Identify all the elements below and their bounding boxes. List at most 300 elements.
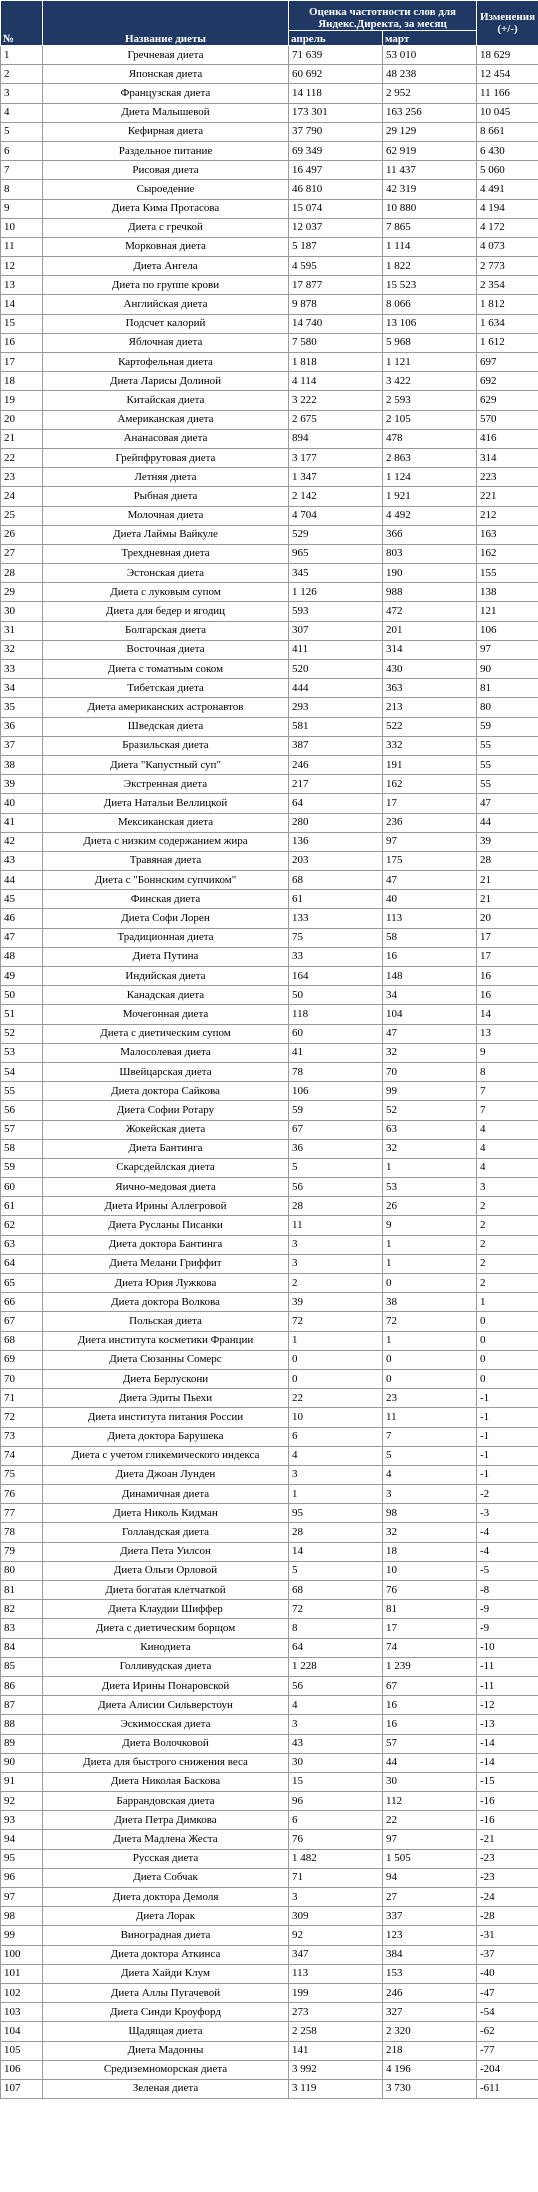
april-value: 106 — [289, 1082, 383, 1101]
row-number: 70 — [1, 1369, 43, 1388]
march-value: 17 — [383, 1619, 477, 1638]
diet-name: Болгарская диета — [43, 621, 289, 640]
change-value: 2 — [477, 1197, 538, 1216]
diet-name: Экстренная диета — [43, 775, 289, 794]
change-value: 2 — [477, 1274, 538, 1293]
change-value: 106 — [477, 621, 538, 640]
april-value: 15 074 — [289, 199, 383, 218]
march-value: 163 256 — [383, 103, 477, 122]
row-number: 76 — [1, 1485, 43, 1504]
april-value: 56 — [289, 1178, 383, 1197]
april-value: 43 — [289, 1734, 383, 1753]
row-number: 52 — [1, 1024, 43, 1043]
april-value: 14 118 — [289, 84, 383, 103]
change-value: 55 — [477, 736, 538, 755]
table-row — [1, 1772, 538, 1791]
row-number: 79 — [1, 1542, 43, 1561]
march-value: 191 — [383, 755, 477, 774]
diet-name: Средиземноморская диета — [43, 2060, 289, 2079]
table-row — [1, 1542, 538, 1561]
diet-name: Тибетская диета — [43, 679, 289, 698]
april-value: 387 — [289, 736, 383, 755]
change-value: 692 — [477, 372, 538, 391]
march-value: 27 — [383, 1888, 477, 1907]
diet-name: Рыбная диета — [43, 487, 289, 506]
table-row — [1, 1408, 538, 1427]
april-value: 203 — [289, 851, 383, 870]
change-value: 0 — [477, 1369, 538, 1388]
table-row — [1, 1139, 538, 1158]
row-number: 53 — [1, 1043, 43, 1062]
march-value: 11 437 — [383, 161, 477, 180]
april-value: 46 810 — [289, 180, 383, 199]
diet-name: Диета Ангела — [43, 257, 289, 276]
april-value: 113 — [289, 1964, 383, 1983]
table-row — [1, 1120, 538, 1139]
table-row — [1, 1734, 538, 1753]
row-number: 35 — [1, 698, 43, 717]
table-row — [1, 1101, 538, 1120]
march-value: 803 — [383, 544, 477, 563]
table-row — [1, 468, 538, 487]
table-row — [1, 755, 538, 774]
diet-name: Эскимосская диета — [43, 1715, 289, 1734]
change-value: 39 — [477, 832, 538, 851]
change-value: 4 491 — [477, 180, 538, 199]
table-row — [1, 775, 538, 794]
march-value: 1 — [383, 1331, 477, 1350]
table-row — [1, 314, 538, 333]
diet-name: Диета с диетическим борщом — [43, 1619, 289, 1638]
march-value: 1 124 — [383, 468, 477, 487]
diet-name: Шведская диета — [43, 717, 289, 736]
change-value: 4 — [477, 1158, 538, 1177]
diet-name: Диета Бантинга — [43, 1139, 289, 1158]
table-row — [1, 1485, 538, 1504]
change-value: 8 661 — [477, 122, 538, 141]
march-value: 2 105 — [383, 410, 477, 429]
diet-name: Диета Ольги Орловой — [43, 1561, 289, 1580]
table-row — [1, 391, 538, 410]
change-value: 163 — [477, 525, 538, 544]
april-value: 309 — [289, 1907, 383, 1926]
diet-name: Баррандовская диета — [43, 1792, 289, 1811]
diet-name: Диета Николая Баскова — [43, 1772, 289, 1791]
march-value: 8 066 — [383, 295, 477, 314]
table-row — [1, 199, 538, 218]
march-value: 53 010 — [383, 46, 477, 65]
april-value: 141 — [289, 2041, 383, 2060]
april-value: 68 — [289, 1581, 383, 1600]
change-value: 570 — [477, 410, 538, 429]
change-value: -77 — [477, 2041, 538, 2060]
table-row — [1, 1792, 538, 1811]
diet-name: Трехдневная диета — [43, 544, 289, 563]
april-value: 64 — [289, 794, 383, 813]
row-number: 78 — [1, 1523, 43, 1542]
header-number: № — [1, 1, 43, 46]
table-row — [1, 1964, 538, 1983]
change-value: 0 — [477, 1350, 538, 1369]
diet-name: Диета института косметики Франции — [43, 1331, 289, 1350]
diet-name: Ананасовая диета — [43, 429, 289, 448]
row-number: 9 — [1, 199, 43, 218]
march-value: 175 — [383, 851, 477, 870]
april-value: 894 — [289, 429, 383, 448]
change-value: -14 — [477, 1734, 538, 1753]
row-number: 104 — [1, 2022, 43, 2041]
march-value: 1 921 — [383, 487, 477, 506]
table-row — [1, 1465, 538, 1484]
row-number: 39 — [1, 775, 43, 794]
april-value: 6 — [289, 1427, 383, 1446]
march-value: 201 — [383, 621, 477, 640]
table-row — [1, 832, 538, 851]
april-value: 95 — [289, 1504, 383, 1523]
april-value: 8 — [289, 1619, 383, 1638]
april-value: 593 — [289, 602, 383, 621]
march-value: 337 — [383, 1907, 477, 1926]
table-row — [1, 353, 538, 372]
table-row — [1, 1753, 538, 1772]
row-number: 21 — [1, 429, 43, 448]
diet-name: Канадская диета — [43, 986, 289, 1005]
march-value: 76 — [383, 1581, 477, 1600]
march-value: 522 — [383, 717, 477, 736]
march-value: 38 — [383, 1293, 477, 1312]
april-value: 61 — [289, 890, 383, 909]
diet-name: Диета Юрия Лужкова — [43, 1274, 289, 1293]
march-value: 4 492 — [383, 506, 477, 525]
april-value: 96 — [289, 1792, 383, 1811]
row-number: 77 — [1, 1504, 43, 1523]
diet-name: Китайская диета — [43, 391, 289, 410]
april-value: 133 — [289, 909, 383, 928]
row-number: 106 — [1, 2060, 43, 2079]
april-value: 273 — [289, 2003, 383, 2022]
change-value: -3 — [477, 1504, 538, 1523]
table-row — [1, 1696, 538, 1715]
diet-name: Диета Натальи Веллицкой — [43, 794, 289, 813]
table-row — [1, 1676, 538, 1695]
table-row — [1, 65, 538, 84]
change-value: 697 — [477, 353, 538, 372]
diet-name: Диета с луковым супом — [43, 583, 289, 602]
diet-name: Бразильская диета — [43, 736, 289, 755]
change-value: -10 — [477, 1638, 538, 1657]
table-row — [1, 1274, 538, 1293]
april-value: 3 — [289, 1235, 383, 1254]
april-value: 16 497 — [289, 161, 383, 180]
row-number: 38 — [1, 755, 43, 774]
april-value: 5 — [289, 1561, 383, 1580]
april-value: 9 878 — [289, 295, 383, 314]
april-value: 10 — [289, 1408, 383, 1427]
diet-name: Яично-медовая диета — [43, 1178, 289, 1197]
april-value: 529 — [289, 525, 383, 544]
table-row — [1, 909, 538, 928]
april-value: 64 — [289, 1638, 383, 1657]
diet-name: Диета Алисии Сильверстоун — [43, 1696, 289, 1715]
table-row — [1, 2041, 538, 2060]
row-number: 86 — [1, 1676, 43, 1695]
diet-name: Диета Ирины Понаровской — [43, 1676, 289, 1695]
april-value: 173 301 — [289, 103, 383, 122]
change-value: 2 354 — [477, 276, 538, 295]
diet-name: Скарсдейлская диета — [43, 1158, 289, 1177]
change-value: 16 — [477, 986, 538, 1005]
diet-name: Диета Русланы Писанки — [43, 1216, 289, 1235]
change-value: 0 — [477, 1331, 538, 1350]
table-row — [1, 717, 538, 736]
march-value: 30 — [383, 1772, 477, 1791]
table-row — [1, 1888, 538, 1907]
diet-name: Диета Мадонны — [43, 2041, 289, 2060]
change-value: -23 — [477, 1849, 538, 1868]
april-value: 164 — [289, 967, 383, 986]
table-row — [1, 698, 538, 717]
table-row — [1, 1907, 538, 1926]
row-number: 57 — [1, 1120, 43, 1139]
march-value: 23 — [383, 1389, 477, 1408]
table-row — [1, 1024, 538, 1043]
change-value: 223 — [477, 468, 538, 487]
april-value: 520 — [289, 660, 383, 679]
row-number: 71 — [1, 1389, 43, 1408]
april-value: 17 877 — [289, 276, 383, 295]
change-value: -9 — [477, 1619, 538, 1638]
april-value: 118 — [289, 1005, 383, 1024]
april-value: 2 — [289, 1274, 383, 1293]
diet-name: Диета доктора Барушека — [43, 1427, 289, 1446]
row-number: 37 — [1, 736, 43, 755]
row-number: 65 — [1, 1274, 43, 1293]
diet-name: Диета Николь Кидман — [43, 1504, 289, 1523]
change-value: -40 — [477, 1964, 538, 1983]
april-value: 3 — [289, 1888, 383, 1907]
change-value: 17 — [477, 928, 538, 947]
march-value: 1 822 — [383, 257, 477, 276]
change-value: -54 — [477, 2003, 538, 2022]
change-value: 17 — [477, 947, 538, 966]
march-value: 478 — [383, 429, 477, 448]
change-value: -13 — [477, 1715, 538, 1734]
diet-name: Диета с "Боннским супчиком" — [43, 871, 289, 890]
row-number: 94 — [1, 1830, 43, 1849]
diet-name: Летняя диета — [43, 468, 289, 487]
change-value: -8 — [477, 1581, 538, 1600]
row-number: 15 — [1, 314, 43, 333]
april-value: 33 — [289, 947, 383, 966]
table-row — [1, 1983, 538, 2002]
diet-name: Диета Софи Лорен — [43, 909, 289, 928]
diet-name: Диета с гречкой — [43, 218, 289, 237]
table-row — [1, 141, 538, 160]
diet-name: Мочегонная диета — [43, 1005, 289, 1024]
change-value: 221 — [477, 487, 538, 506]
row-number: 22 — [1, 448, 43, 467]
diet-name: Диета Кима Протасова — [43, 199, 289, 218]
march-value: 16 — [383, 1696, 477, 1715]
april-value: 4 — [289, 1696, 383, 1715]
diet-name: Жокейская диета — [43, 1120, 289, 1139]
row-number: 81 — [1, 1581, 43, 1600]
row-number: 51 — [1, 1005, 43, 1024]
row-number: 92 — [1, 1792, 43, 1811]
april-value: 11 — [289, 1216, 383, 1235]
march-value: 32 — [383, 1043, 477, 1062]
diet-name: Диета Берлускони — [43, 1369, 289, 1388]
row-number: 107 — [1, 2079, 43, 2098]
april-value: 37 790 — [289, 122, 383, 141]
table-header — [1, 1, 538, 46]
change-value: -24 — [477, 1888, 538, 1907]
april-value: 56 — [289, 1676, 383, 1695]
row-number: 103 — [1, 2003, 43, 2022]
april-value: 280 — [289, 813, 383, 832]
table-row — [1, 1331, 538, 1350]
april-value: 72 — [289, 1312, 383, 1331]
table-row — [1, 2003, 538, 2022]
row-number: 80 — [1, 1561, 43, 1580]
march-value: 48 238 — [383, 65, 477, 84]
diet-name: Диета доктора Сайкова — [43, 1082, 289, 1101]
row-number: 14 — [1, 295, 43, 314]
march-value: 67 — [383, 1676, 477, 1695]
table-row — [1, 1293, 538, 1312]
change-value: -31 — [477, 1926, 538, 1945]
row-number: 24 — [1, 487, 43, 506]
april-value: 345 — [289, 564, 383, 583]
march-value: 113 — [383, 909, 477, 928]
row-number: 85 — [1, 1657, 43, 1676]
table-row — [1, 947, 538, 966]
table-row — [1, 1254, 538, 1273]
april-value: 2 142 — [289, 487, 383, 506]
table-row — [1, 103, 538, 122]
april-value: 1 — [289, 1485, 383, 1504]
table-row — [1, 1235, 538, 1254]
change-value: -1 — [477, 1408, 538, 1427]
april-value: 15 — [289, 1772, 383, 1791]
diet-name: Диета Петра Димкова — [43, 1811, 289, 1830]
march-value: 246 — [383, 1983, 477, 2002]
march-value: 26 — [383, 1197, 477, 1216]
change-value: 14 — [477, 1005, 538, 1024]
change-value: -14 — [477, 1753, 538, 1772]
table-row — [1, 602, 538, 621]
row-number: 43 — [1, 851, 43, 870]
row-number: 2 — [1, 65, 43, 84]
march-value: 162 — [383, 775, 477, 794]
april-value: 7 580 — [289, 333, 383, 352]
diet-name: Диета доктора Волкова — [43, 1293, 289, 1312]
row-number: 61 — [1, 1197, 43, 1216]
row-number: 64 — [1, 1254, 43, 1273]
april-value: 36 — [289, 1139, 383, 1158]
diet-name: Диета с учетом гликемического индекса — [43, 1446, 289, 1465]
diet-name: Диета института питания России — [43, 1408, 289, 1427]
change-value: 44 — [477, 813, 538, 832]
march-value: 29 129 — [383, 122, 477, 141]
diet-name: Финская диета — [43, 890, 289, 909]
change-value: 2 — [477, 1235, 538, 1254]
march-value: 98 — [383, 1504, 477, 1523]
change-value: 20 — [477, 909, 538, 928]
row-number: 89 — [1, 1734, 43, 1753]
row-number: 84 — [1, 1638, 43, 1657]
change-value: 1 612 — [477, 333, 538, 352]
april-value: 217 — [289, 775, 383, 794]
row-number: 97 — [1, 1888, 43, 1907]
table-row — [1, 295, 538, 314]
change-value: 162 — [477, 544, 538, 563]
april-value: 1 — [289, 1331, 383, 1350]
table-row — [1, 813, 538, 832]
change-value: -1 — [477, 1427, 538, 1446]
april-value: 22 — [289, 1389, 383, 1408]
april-value: 5 — [289, 1158, 383, 1177]
table-row — [1, 583, 538, 602]
march-value: 62 919 — [383, 141, 477, 160]
diet-name: Диета Мадлена Жеста — [43, 1830, 289, 1849]
table-row — [1, 660, 538, 679]
diet-name: Диета американских астронавтов — [43, 698, 289, 717]
march-value: 3 — [383, 1485, 477, 1504]
change-value: 138 — [477, 583, 538, 602]
april-value: 28 — [289, 1523, 383, 1542]
diet-name: Диета Лаймы Вайкуле — [43, 525, 289, 544]
april-value: 5 187 — [289, 237, 383, 256]
table-row — [1, 1178, 538, 1197]
row-number: 100 — [1, 1945, 43, 1964]
diet-name: Грейпфрутовая диета — [43, 448, 289, 467]
row-number: 32 — [1, 640, 43, 659]
table-row — [1, 2079, 538, 2098]
table-row — [1, 736, 538, 755]
march-value: 1 — [383, 1235, 477, 1254]
march-value: 97 — [383, 1830, 477, 1849]
table-row — [1, 851, 538, 870]
row-number: 93 — [1, 1811, 43, 1830]
row-number: 83 — [1, 1619, 43, 1638]
row-number: 75 — [1, 1465, 43, 1484]
table-row — [1, 1427, 538, 1446]
change-value: 4 172 — [477, 218, 538, 237]
row-number: 29 — [1, 583, 43, 602]
header-change: Изменения (+/-) — [477, 1, 538, 46]
diet-name: Диета "Капустный суп" — [43, 755, 289, 774]
table-row — [1, 161, 538, 180]
row-number: 33 — [1, 660, 43, 679]
march-value: 363 — [383, 679, 477, 698]
table-row — [1, 871, 538, 890]
row-number: 98 — [1, 1907, 43, 1926]
april-value: 965 — [289, 544, 383, 563]
april-value: 6 — [289, 1811, 383, 1830]
table-row — [1, 986, 538, 1005]
march-value: 7 — [383, 1427, 477, 1446]
march-value: 32 — [383, 1523, 477, 1542]
march-value: 112 — [383, 1792, 477, 1811]
march-value: 99 — [383, 1082, 477, 1101]
march-value: 5 968 — [383, 333, 477, 352]
diet-name: Диета богатая клетчаткой — [43, 1581, 289, 1600]
row-number: 40 — [1, 794, 43, 813]
march-value: 384 — [383, 1945, 477, 1964]
march-value: 74 — [383, 1638, 477, 1657]
march-value: 22 — [383, 1811, 477, 1830]
